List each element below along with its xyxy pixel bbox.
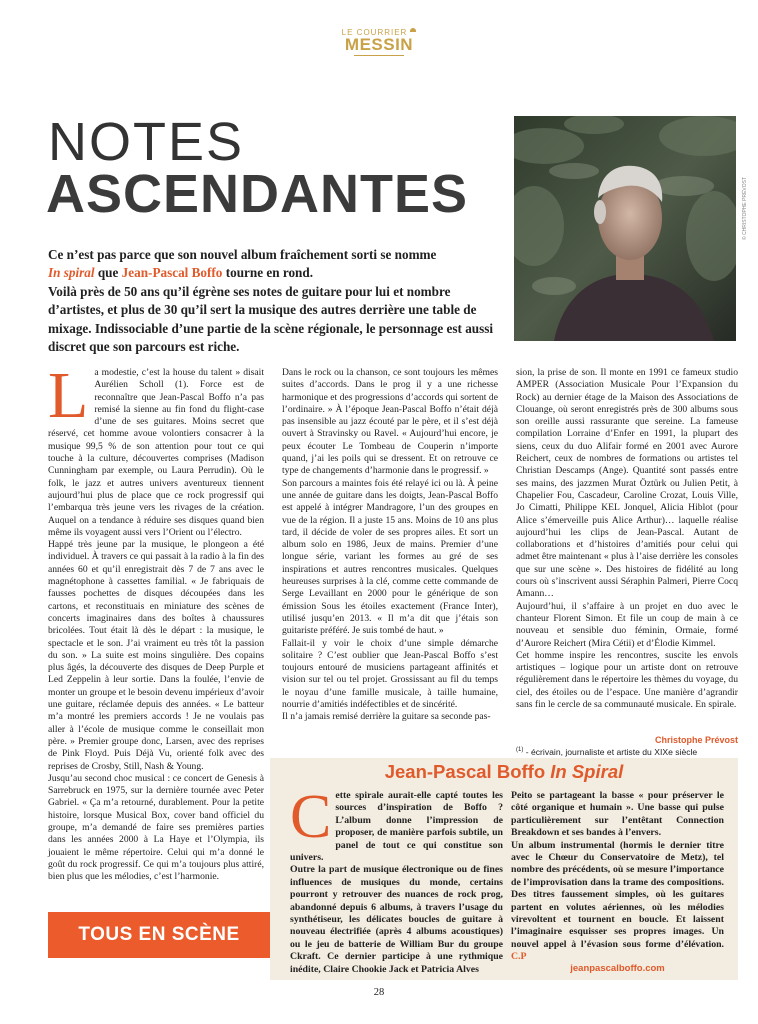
paragraph: sion, la prise de son. Il monte en 1991 ce fameux studio AMPER (Association Musicale Pour l’Expansion du Rock) au dernier étage de la Maison des Associations de Clouange, où seront enregistrés près de 300 albums sous son oreille aussi rassurante que sereine. La fameuse compilation Lorraine d’Enfer en 1991, la plupart des siens, ceux du duo Alifair formé en 2001 avec Aurore Reichert, ceux de nombres de formations ou artistes tel Christian Descamps (Ange). Quantité sont passés entre ses mains, des jazzmen Murat Öztürk ou Julien Petit, à Chapelier Fou, Cascadeur, Caroline Crozat, Louis Ville, Jo Cimatti, Philippe KEL Jonquel, Alicia Hiblot (pour Alice s’émerveille puis Alice Arthur)… laquelle réalise aujourd’hui les clips de Jean-Pascal. Autant de collaborations et d’histoires d’amitiés pour celui qui admet être maintenant « plus à l’aise derrière les consoles que sur une scène ». Des histoires de fidélité au long cours où s’inscrivent aussi Séraphin Palmeri, Pierre Cocq Amann… <box>516 367 738 600</box>
album-review-title: Jean-Pascal Boffo In Spiral <box>384 761 624 782</box>
artist-name: Jean-Pascal Boffo <box>121 265 223 281</box>
footnote: $^{(1)}$ - écrivain, journaliste et artiste du XIXe siècle <box>516 747 698 757</box>
headline-line2: ASCENDANTES <box>46 164 469 224</box>
article-column-1 <box>48 359 264 883</box>
review-drop-cap: C <box>290 783 332 851</box>
headline-line1: NOTES <box>48 112 245 172</box>
author-signature: Christophe Prévost <box>654 735 738 745</box>
paragraph: a modestie, c’est la house du talent » disait Aurélien Scholl (1). Force est de reconnaître que Jean-Pascal Boffo n’a pas remisé la sienne au fin fond du flight-case d’une de ses guitares. Moins secret que réservé, cet homme avoue volontiers consacrer à la musique 99,5 % de son attention pour tout ce qui touche à la culture, découvertes comprises (Madison Cunningham par exemple, ou Laura Perrudin). Où le folk, le jazz et autres univers aventureux tiennent aujourd’hui plus de place que ce rock progressif qui l’embarqua très jeune vers les rivages de la création. Auquel on a tendance à réduire ses disques quand bien même ils voyagent aussi vers l’Orient ou l’électro. <box>48 367 264 538</box>
album-name: In spiral <box>48 265 95 281</box>
article-column-3 <box>516 367 738 711</box>
paragraph: Jusqu’au second choc musical : ce concert de Genesis à Sarrebruck en 1975, sur la dernière tournée avec Peter Gabriel. « Ça m’a retourné, durablement. Pour la petite histoire, lorsque Musical Box, cover band officiel du groupe, m’a demandé de faire ses premières parties dans les années 2000 à La Haye et l’Olympia, ils jouaient le même répertoire. Celui qui m’a donné le goût du rock progressif. Ce qui m’a toujours plus attiré, bien plus que les mélodies, c’est l’harmonie. <box>48 772 264 883</box>
paragraph: Un album instrumental (hormis le dernier titre avec le Chœur du Conservatoire de Metz), tel nombre des précédents, où se mesure l’importance de l’improvisation dans la trame des compositions. Des titres faussement simples, où les guitares partent en volutes aériennes, où les mélodies virevoltent et tournent en boucle. Et laissent l’imaginaire esquisser ses propres images. Un nouvel appel à l’évasion sous forme d’élévation. C.P <box>511 839 724 963</box>
paragraph: Aujourd’hui, il s’affaire à un projet en duo avec le chanteur Florent Simon. Et file un coup de main à ce nouveau et sensible duo féminin, Ormaie, formé d’Aurore Reichert (Mira Cétii) et d’Élodie Kimmel. <box>516 600 738 649</box>
paragraph: Cet homme inspire les rencontres, suscite les envols artistiques – logique pour un artiste dont on retrouve régulièrement dans le répertoire les thèmes du voyage, du ciel, des étoiles ou de l’espace. Une manière d’agrandir sans fin le cercle de sa communauté musicale. En spirale. <box>516 649 738 711</box>
review-signature: C.P <box>511 951 527 963</box>
section-tag: TOUS EN SCÈNE <box>48 912 270 958</box>
masthead-logo <box>0 28 758 56</box>
portrait-photo <box>514 116 736 341</box>
article-column-2 <box>282 367 498 724</box>
review-column-1 <box>290 783 503 976</box>
paragraph: Fallait-il y voir le choix d’une simple démarche solitaire ? C’est oublier que Jean-Pascal Boffo s’est toujours entouré de musiciens partageant affinités et vision sur tel ou tel projet. Grossissant au fil du temps le noyau d’une famille musicale, à taille humaine, nourrie d’amitiés indéfectibles et de sincérité. <box>282 637 498 711</box>
lead-paragraph: Ce n’est pas parce que son nouvel album fraîchement sorti se nomme In spiral que Jean-Pascal Boffo tourne en rond. Voilà près de 50 ans qu’il égrène ses notes de guitare pour lui et nombre d’artistes, et plus de 30 qu’il sert la musique des autres derrière une table de mixage. Indissociable d’une partie de la scène régionale, le personnage est aussi discret que son parcours est riche. <box>48 247 494 355</box>
page-number: 28 <box>373 987 385 998</box>
masthead-small: LE COURRIER <box>0 28 758 37</box>
review-column-2 <box>511 790 724 964</box>
bird-icon <box>410 28 416 32</box>
paragraph: Peito se partageant la basse « pour préserver le côté organique et humain ». Une basse qui pulse particulièrement sur l’entêtant Connection Breakdown et ses bandes à l’envers. <box>511 790 724 839</box>
website-link[interactable]: jeanpascalboffo.com <box>570 963 665 974</box>
drop-cap: L <box>48 359 89 432</box>
paragraph: Il n’a jamais remisé derrière la guitare sa seconde pas- <box>282 711 491 723</box>
masthead-rule <box>354 55 404 56</box>
photo-credit: © CHRISTOPHE PRÉVOST <box>742 176 748 240</box>
paragraph: Dans le rock ou la chanson, ce sont toujours les mêmes suites d’accords. Dans le prog il y a une richesse harmonique et des progressions d’accords qui sortent de l’ordinaire. » À l’époque Jean-Pascal Boffo n’était déjà pas insensible au jazz écouté par le père, et il s’est déjà ouvert à Stravinsky ou Ravel. « Aujourd’hui encore, je peux écouter Le Tombeau de Couperin n’importe quand, j’ai les poils qui se dressent. Et on retrouve ce type de changements d’harmonie dans le progressif. » <box>282 367 498 477</box>
paragraph: Son parcours a maintes fois été relayé ici ou là. À peine une année de guitare dans les doigts, Jean-Pascal Boffo est appelé à intégrer Mandragore, l’un des groupes en vue de la région. Il a juste 15 ans. Moins de 10 ans plus tard, il décide de voler de ses propres ailes. Et sort un album solo en 1986, Jeux de mains. Premier d’une longue série, variant les formes au gré de ses inspirations et autres rencontres musicales. Quelques heureuses surprises à la clé, comme cette commande de Serge Levaillant en 2000 pour le générique de son émission Sous les étoiles exactement (France Inter), utilisé jusqu’en 2013. « Il m’a dit que j’étais son guitariste préféré. Je suis tombé de haut. » <box>282 477 498 637</box>
paragraph: ette spirale aurait-elle capté toutes les sources d’inspiration de Boffo ? L’album donne l’impression de proposer, de manière parfois subtile, un panel de tout ce qui constitue son univers. <box>290 790 503 864</box>
paragraph: Happé très jeune par la musique, le plongeon a été individuel. À travers ce qui passait à la radio à la fin des années 60 et qu’il enregistrait dès 7 de 7 ans avec le magnétophone à cassettes familial. « Je fabriquais de fausses pochettes de disques découpées dans les cartons, et reconstituais en miniature des scènes de concerts imaginaires dans des boîtes à chaussures bricolées. Tout était là dès le départ : la musique, le spectacle et le son. J’ai vraiment eu très tôt la passion du son. » La suite est moins singulière. Des copains plus âgés, la découverte des disques de Deep Purple et Led Zeppelin à leur sortie. Dans la foulée, l’envie de monter un groupe et le besoin devenu impérieux d’avoir une guitare, réclamée depuis des années. « Le batteur m’a montré les premiers accords ! Je ne voulais pas aller à l’école de musique comme le conseillait mon père. » Premier groupe donc, Larsen, avec des reprises de Pink Floyd. Puis Déjà Vu, orienté folk avec des reprises de Crosby, Still, Nash & Young. <box>48 539 264 772</box>
masthead-big: MESSIN <box>344 35 414 54</box>
paragraph: Outre la part de musique électronique ou de fines influences de musiques du monde, certains pourront y retrouver des nuances de rock prog, abandonné depuis 6 albums, à travers l’usage du synthétiseur, les délicates boucles de guitare à nouveau électrifiée (après 4 albums acoustiques) ou le jeu de batterie de William Bur du groupe Ckraft. Ce dernier participe à une rythmique inédite, Claire Chookie Jack et Patricia Alves <box>290 864 503 975</box>
